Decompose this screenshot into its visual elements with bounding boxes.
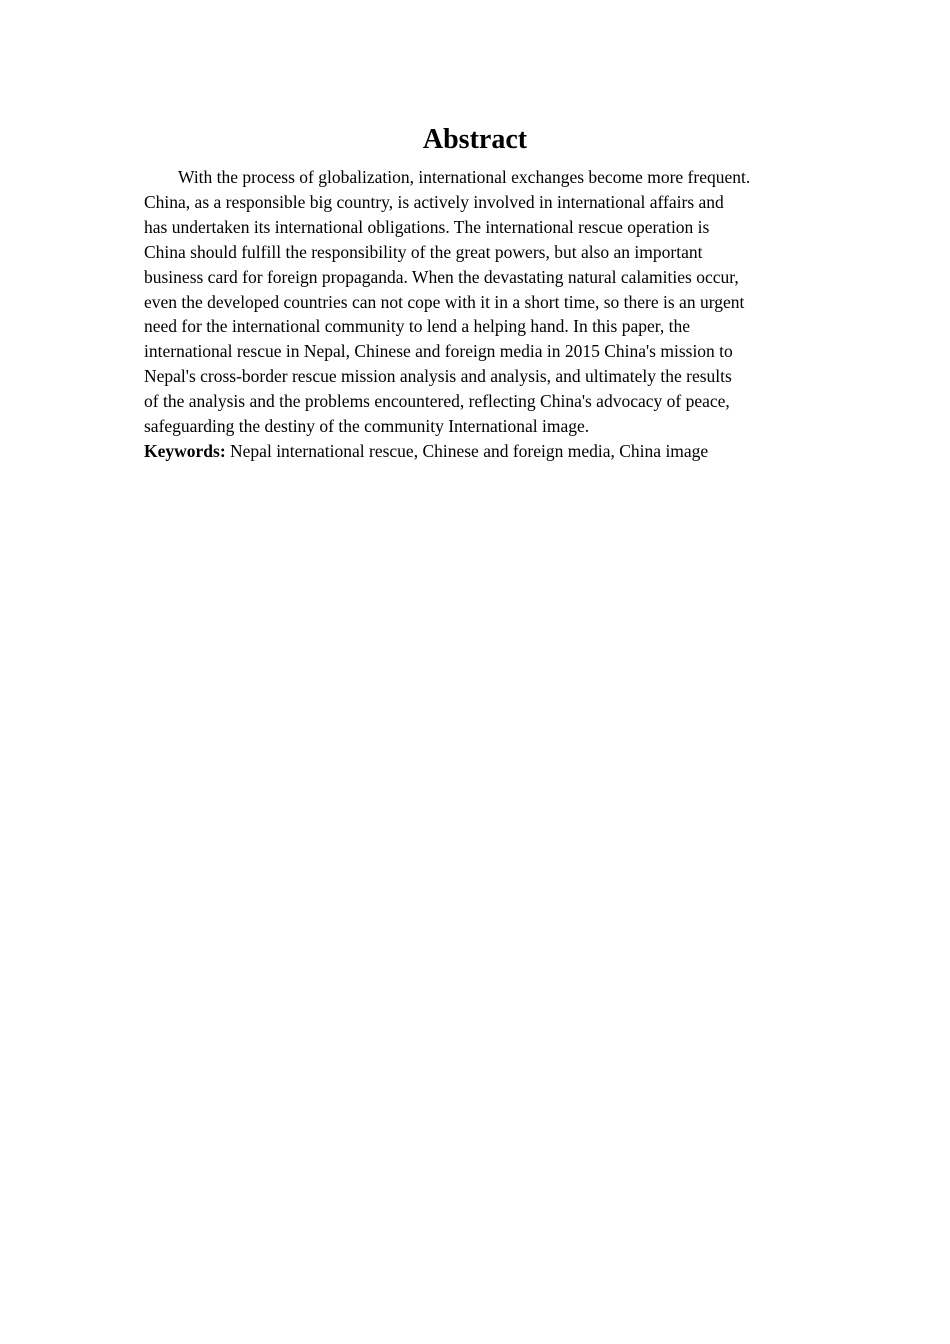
keywords-label: Keywords: bbox=[144, 441, 226, 461]
abstract-line: even the developed countries can not cope with it in a short time, so there is an urgent bbox=[144, 291, 745, 312]
abstract-line: With the process of globalization, international exchanges become more frequent. bbox=[178, 167, 751, 187]
abstract-line: safeguarding the destiny of the community International image. bbox=[144, 416, 590, 437]
abstract-line: need for the international community to lend a helping hand. In this paper, the bbox=[144, 316, 691, 337]
abstract-line: China should fulfill the responsibility of the great powers, but also an important bbox=[144, 241, 703, 262]
keywords-line bbox=[144, 439, 814, 464]
abstract-line: has undertaken its international obligations. The international rescue operation is bbox=[144, 216, 710, 237]
abstract-line: international rescue in Nepal, Chinese and foreign media in 2015 China's mission to bbox=[144, 341, 733, 362]
keywords-text: Nepal international rescue, Chinese and foreign media, China image bbox=[225, 441, 709, 461]
abstract-paragraph bbox=[144, 165, 814, 439]
abstract-line: China, as a responsible big country, is actively involved in international affairs and bbox=[144, 191, 724, 212]
abstract-line: business card for foreign propaganda. When the devastating natural calamities occur, bbox=[144, 266, 739, 287]
abstract-title: Abstract bbox=[422, 124, 528, 155]
abstract-line: of the analysis and the problems encountered, reflecting China's advocacy of peace, bbox=[144, 391, 730, 412]
abstract-line: Nepal's cross-border rescue mission analysis and analysis, and ultimately the results bbox=[144, 366, 732, 387]
